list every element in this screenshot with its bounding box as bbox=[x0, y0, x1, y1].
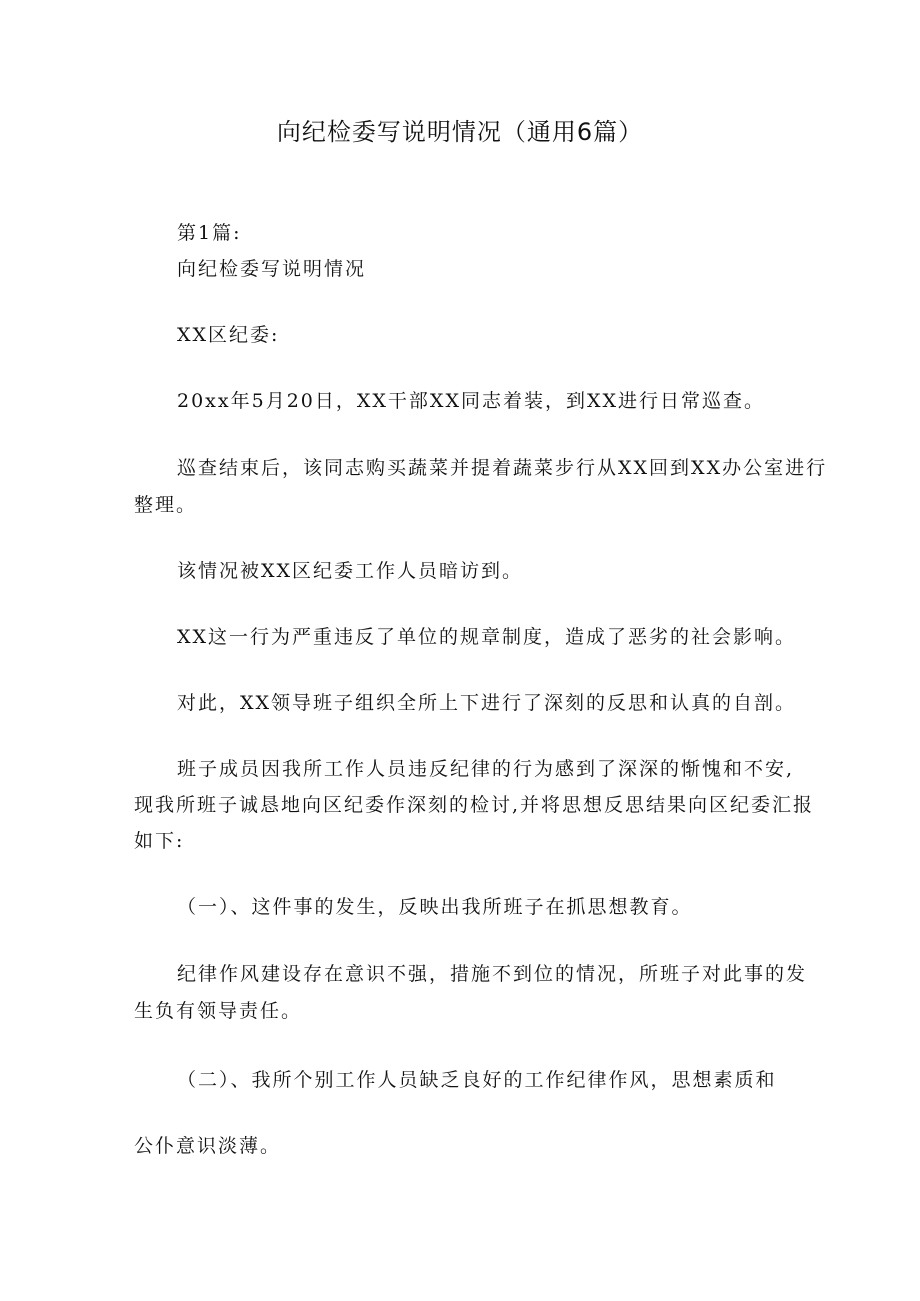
paragraph-line: 对此，XX领导班子组织全所上下进行了深刻的反思和认真的自剖。 bbox=[177, 692, 797, 714]
document-title: 向纪检委写说明情况（通用6篇） bbox=[276, 118, 644, 146]
salutation: XX区纪委: bbox=[177, 324, 280, 346]
section-title: 向纪检委写说明情况 bbox=[177, 258, 367, 280]
paragraph-line: 班子成员因我所工作人员违反纪律的行为感到了深深的惭愧和不安, bbox=[177, 758, 795, 780]
paragraph-line: 如下: bbox=[134, 830, 185, 852]
paragraph-line: 生负有领导责任。 bbox=[134, 1000, 303, 1022]
paragraph-line: 现我所班子诚恳地向区纪委作深刻的检讨,并将思想反思结果向区纪委汇报 bbox=[134, 794, 815, 816]
section-label: 第1篇: bbox=[177, 222, 242, 244]
paragraph-line: （一）、这件事的发生，反映出我所班子在抓思想教育。 bbox=[177, 896, 693, 918]
paragraph-line: 整理。 bbox=[134, 494, 198, 516]
paragraph-line: XX这一行为严重违反了单位的规章制度，造成了恶劣的社会影响。 bbox=[177, 626, 797, 648]
paragraph-line: 巡查结束后，该同志购买蔬菜并提着蔬菜步行从XX回到XX办公室进行 bbox=[177, 457, 828, 479]
paragraph-line: 纪律作风建设存在意识不强，措施不到位的情况，所班子对此事的发 bbox=[177, 963, 808, 985]
paragraph-line: （二）、我所个别工作人员缺乏良好的工作纪律作风，思想素质和 bbox=[177, 1069, 777, 1091]
paragraph-line: 公仆意识淡薄。 bbox=[134, 1135, 282, 1157]
paragraph-line: 20xx年5月20日，XX干部XX同志着装，到XX进行日常巡查。 bbox=[177, 390, 766, 412]
paragraph-line: 该情况被XX区纪委工作人员暗访到。 bbox=[177, 560, 524, 582]
